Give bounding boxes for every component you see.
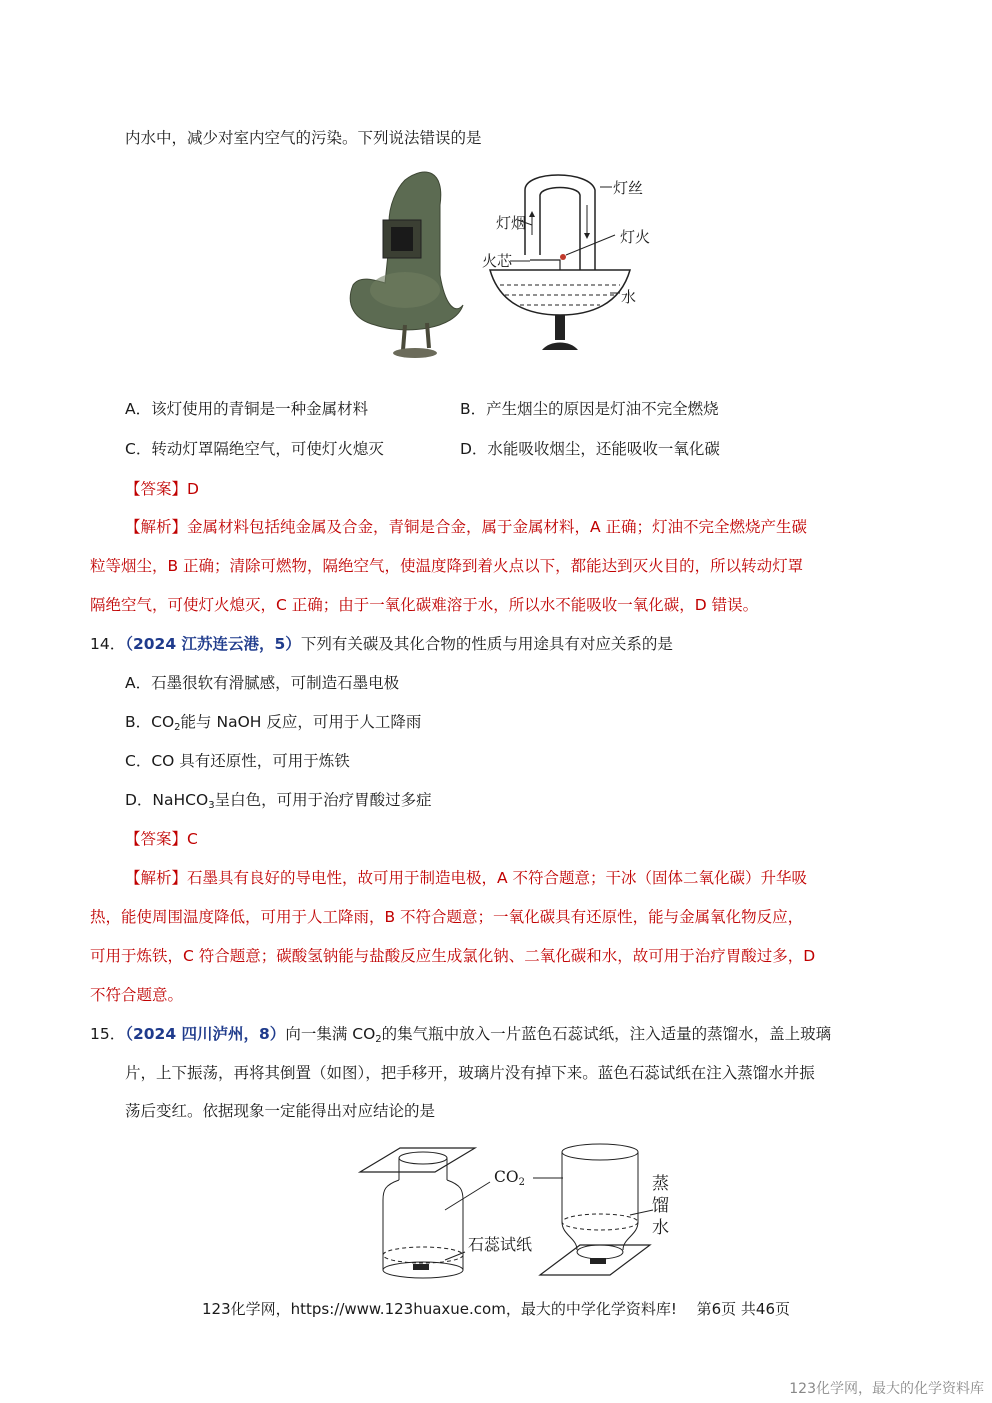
q14-number: 14． bbox=[90, 635, 126, 653]
q15-stem-line-1 bbox=[90, 1023, 831, 1045]
label-fire: 灯火 bbox=[620, 228, 651, 246]
fig2-label-water-1: 蒸 bbox=[652, 1174, 669, 1194]
q14-source: （2024 江苏连云港，5） bbox=[125, 635, 301, 653]
watermark: 123化学网，最大的化学资料库 bbox=[789, 1381, 984, 1397]
q15-stem-sub: 2 bbox=[375, 1034, 382, 1045]
q13-analysis-line-1 bbox=[125, 516, 807, 538]
q14-stem-text: 下列有关碳及其化合物的性质与用途具有对应关系的是 bbox=[300, 635, 673, 653]
q14-option-a: A．石墨很软有滑腻感，可制造石墨电极 bbox=[125, 674, 400, 692]
q15-stem-line-2: 片，上下振荡，再将其倒置（如图），把手移开，玻璃片没有掉下来。蓝色石蕊试纸在注入蒸馏水并振 bbox=[125, 1064, 815, 1082]
q14-analysis-text-1: 石墨具有良好的导电性，故可用于制造电极，A 不符合题意；干冰（固体二氧化碳）升华吸 bbox=[187, 869, 808, 887]
fig2-label-water-2: 馏 bbox=[652, 1196, 669, 1216]
q14-analysis-line-1 bbox=[125, 867, 807, 889]
q14-analysis-line-2: 热，能使周围温度降低，可用于人工降雨，B 不符合题意；一氧化碳具有还原性，能与金属氧化物反应， bbox=[90, 908, 804, 926]
q13-analysis-line-2: 粒等烟尘，B 正确；清除可燃物，隔绝空气，使温度降到着火点以下，都能达到灭火目的，所以转动灯罩 bbox=[90, 557, 804, 575]
q15-number: 15． bbox=[90, 1025, 126, 1043]
q14-option-d bbox=[125, 789, 432, 811]
q13-answer-value: D bbox=[187, 480, 199, 498]
q14-answer-value: C bbox=[187, 830, 198, 848]
q14-analysis-label: 【解析】 bbox=[125, 869, 188, 887]
q13-option-b: B．产生烟尘的原因是灯油不完全燃烧 bbox=[460, 400, 719, 418]
q14-stem bbox=[90, 633, 673, 655]
page-footer: 123化学网，https://www.123huaxue.com，最大的中学化学资料库! 第6页 共46页 bbox=[201, 1300, 791, 1318]
q15-stem-pre: 向一集满 CO bbox=[285, 1025, 376, 1043]
fig2-co2-sub: 2 bbox=[518, 1177, 525, 1188]
q15-source: （2024 四川泸州，8） bbox=[125, 1025, 286, 1043]
q13-option-c: C．转动灯罩隔绝空气，可使灯火熄灭 bbox=[125, 440, 384, 458]
q14-option-b-sub: 2 bbox=[174, 722, 181, 733]
q13-option-a: A．该灯使用的青铜是一种金属材料 bbox=[125, 400, 369, 418]
label-core: 火芯 bbox=[482, 252, 513, 270]
q14-option-d-sub: 3 bbox=[208, 800, 215, 811]
q14-answer-label: 【答案】 bbox=[125, 830, 188, 848]
label-smoke: 灯烟 bbox=[496, 214, 527, 232]
label-water: 水 bbox=[621, 288, 637, 306]
q13-answer-label: 【答案】 bbox=[125, 480, 188, 498]
q14-option-d-post: 呈白色，可用于治疗胃酸过多症 bbox=[214, 791, 432, 809]
q14-option-b-pre: B．CO bbox=[125, 713, 175, 731]
q13-option-d: D．水能吸收烟尘，还能吸收一氧化碳 bbox=[460, 440, 720, 458]
q15-stem-post: 的集气瓶中放入一片蓝色石蕊试纸，注入适量的蒸馏水，盖上玻璃 bbox=[381, 1025, 832, 1043]
intro-line: 内水中，减少对室内空气的污染。下列说法错误的是 bbox=[125, 129, 482, 147]
q14-analysis-line-3: 可用于炼铁，C 符合题意；碳酸氢钠能与盐酸反应生成氯化钠、二氧化碳和水，故可用于治疗胃酸过多，D bbox=[90, 947, 816, 965]
bronze-lamp-photo bbox=[345, 165, 465, 360]
fig2-label-paper: 石蕊试纸 bbox=[468, 1235, 533, 1254]
q14-option-b-post: 能与 NaOH 反应，可用于人工降雨 bbox=[180, 713, 422, 731]
q13-analysis-line-3: 隔绝空气，可使灯火熄灭，C 正确；由于一氧化碳难溶于水，所以水不能吸收一氧化碳，D 错误。 bbox=[90, 596, 759, 614]
q14-option-d-pre: D．NaHCO bbox=[125, 791, 209, 809]
q14-analysis-line-4: 不符合题意。 bbox=[90, 986, 184, 1004]
fig2-co2-text: CO bbox=[494, 1168, 519, 1186]
q14-option-c: C．CO 具有还原性，可用于炼铁 bbox=[125, 752, 350, 770]
q13-analysis-text-1: 金属材料包括纯金属及合金，青铜是合金，属于金属材料，A 正确；灯油不完全燃烧产生碳 bbox=[187, 518, 808, 536]
q14-answer bbox=[125, 828, 198, 850]
gas-jar-diagram bbox=[355, 1140, 655, 1285]
fig2-label-water-3: 水 bbox=[652, 1218, 669, 1238]
label-wick-light: 灯丝 bbox=[613, 179, 644, 197]
fig2-label-co2 bbox=[494, 1166, 525, 1188]
q15-stem-line-3: 荡后变红。依据现象一定能得出对应结论的是 bbox=[125, 1102, 436, 1120]
q14-option-b bbox=[125, 711, 421, 733]
q13-analysis-label: 【解析】 bbox=[125, 518, 188, 536]
q13-answer bbox=[125, 478, 199, 500]
